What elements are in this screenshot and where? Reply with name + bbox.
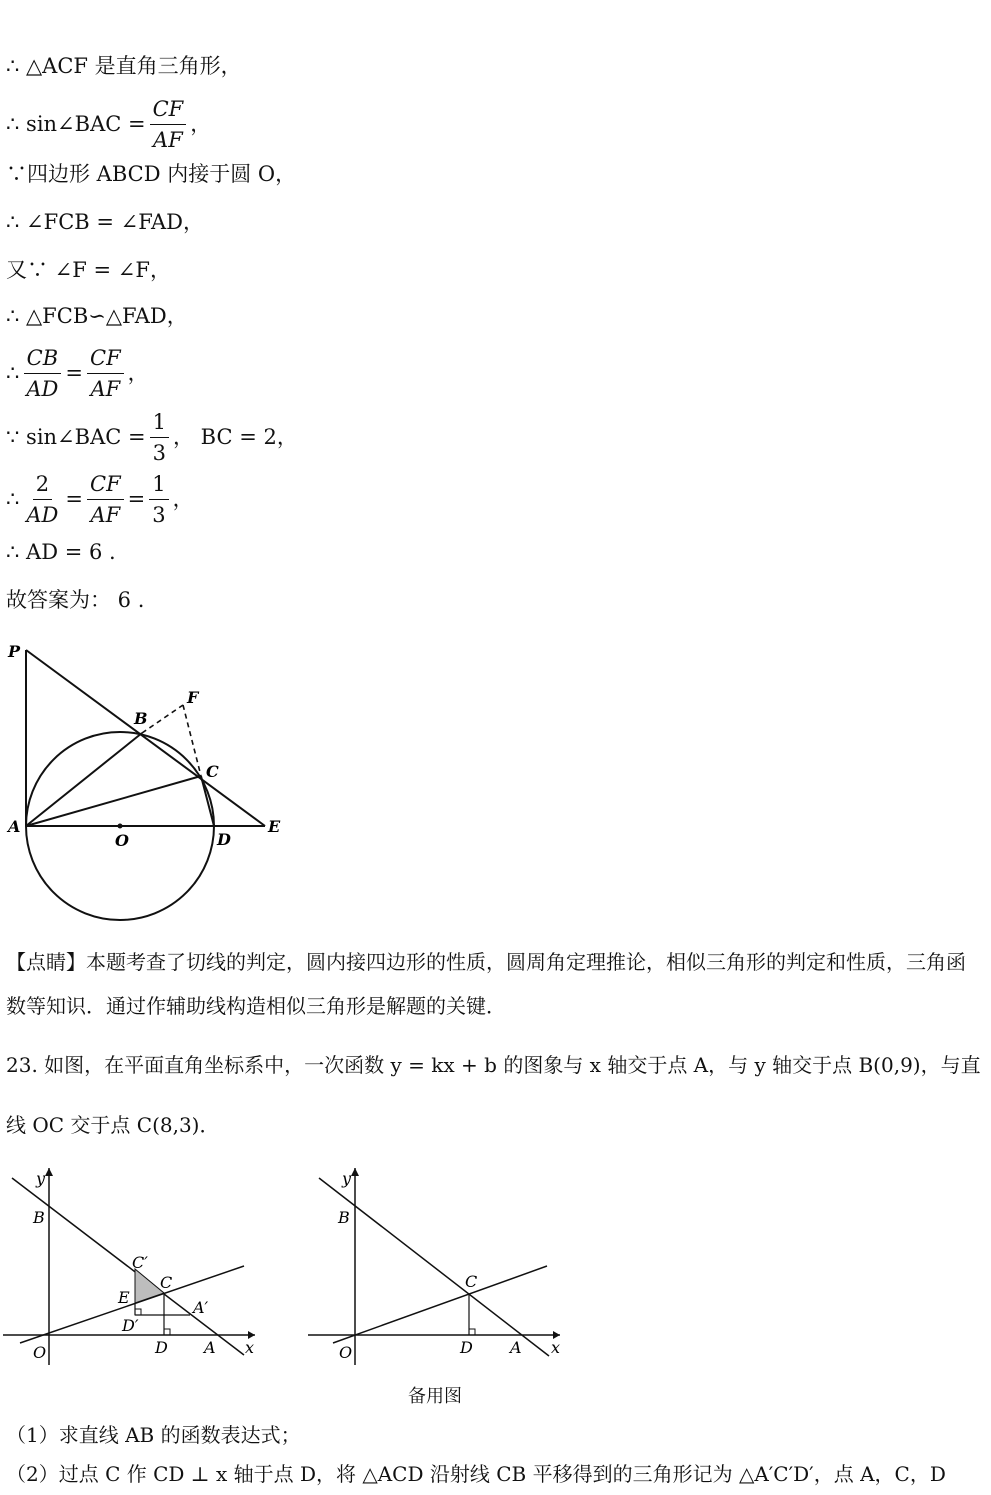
proof-line-3: ∵四边形 ABCD 内接于圆 O， bbox=[6, 162, 297, 186]
text: ∴ bbox=[6, 361, 20, 385]
line-oc bbox=[333, 1266, 547, 1343]
line-ab bbox=[26, 733, 142, 826]
circle-figure bbox=[0, 635, 300, 930]
coordinate-figure-backup bbox=[305, 1160, 570, 1375]
right-angle-mark-d bbox=[469, 1329, 475, 1335]
label-d-prime: D′ bbox=[122, 1316, 139, 1335]
numerator: CF bbox=[87, 469, 124, 500]
proof-line-2 bbox=[6, 94, 211, 154]
label-d: D bbox=[217, 830, 231, 849]
text: = bbox=[65, 487, 83, 511]
fraction bbox=[23, 343, 61, 404]
line-bf-dashed bbox=[142, 705, 183, 733]
numerator: CF bbox=[87, 343, 124, 374]
fraction bbox=[87, 469, 124, 530]
line-ac bbox=[26, 776, 201, 826]
label-b: B bbox=[33, 1208, 45, 1227]
label-a-prime: A′ bbox=[193, 1298, 209, 1317]
label-o: O bbox=[33, 1343, 47, 1362]
proof-line-4: ∴ ∠FCB = ∠FAD， bbox=[6, 210, 204, 234]
label-x: x bbox=[245, 1338, 255, 1357]
proof-line-5: 又∵ ∠F = ∠F， bbox=[6, 258, 171, 282]
line-ab bbox=[319, 1178, 549, 1356]
coordinate-figure-main bbox=[0, 1160, 270, 1375]
right-angle-mark-d-prime bbox=[135, 1309, 141, 1315]
proof-line-9 bbox=[6, 468, 194, 530]
backup-figure-caption: 备用图 bbox=[408, 1386, 462, 1407]
numerator: 1 bbox=[149, 469, 168, 500]
proof-line-6: ∴ △FCB∽△FAD， bbox=[6, 304, 188, 328]
label-o: O bbox=[339, 1343, 353, 1362]
denominator: AF bbox=[153, 127, 183, 152]
label-a: A bbox=[204, 1338, 216, 1357]
line-pe bbox=[26, 650, 265, 826]
proof-line-1: ∴ △ACF 是直角三角形， bbox=[6, 54, 242, 78]
text: ∴ sin∠BAC = bbox=[6, 112, 146, 136]
fraction bbox=[87, 343, 124, 404]
label-a: A bbox=[8, 817, 21, 836]
right-angle-mark-d bbox=[164, 1329, 170, 1335]
text: = bbox=[65, 361, 83, 385]
numerator: 1 bbox=[150, 407, 169, 438]
label-d: D bbox=[460, 1338, 473, 1357]
label-c: C bbox=[206, 762, 219, 781]
denominator: AD bbox=[26, 376, 59, 401]
label-c: C bbox=[465, 1272, 478, 1291]
numerator: CB bbox=[24, 343, 62, 374]
text: ∴ bbox=[6, 487, 20, 511]
problem-23-line-1: 23. 如图，在平面直角坐标系中，一次函数 y = kx + b 的图象与 x 轴交于点 A，与 y 轴交于点 B(0,9)，与直 bbox=[6, 1053, 981, 1077]
label-f: F bbox=[187, 688, 199, 707]
denominator: AF bbox=[90, 502, 121, 527]
label-b: B bbox=[134, 709, 148, 728]
problem-23-line-2: 线 OC 交于点 C(8,3)． bbox=[6, 1113, 220, 1137]
label-e: E bbox=[268, 817, 281, 836]
label-e: E bbox=[118, 1288, 130, 1307]
text: ， bbox=[127, 361, 149, 385]
text: ， BC = 2， bbox=[172, 425, 298, 449]
fraction bbox=[150, 94, 187, 155]
proof-line-10: ∴ AD = 6 . bbox=[6, 540, 116, 564]
label-c: C bbox=[160, 1273, 173, 1292]
text: ， bbox=[172, 487, 194, 511]
label-a: A bbox=[510, 1338, 522, 1357]
denominator: AF bbox=[90, 376, 121, 401]
dianjing-paragraph: 【点睛】本题考查了切线的判定，圆内接四边形的性质，圆周角定理推论，相似三角形的判定和性质，三角函数等知识．通过作辅助线构造相似三角形是解题的关键． bbox=[6, 950, 966, 1018]
label-x: x bbox=[551, 1338, 561, 1357]
label-y: y bbox=[342, 1169, 352, 1188]
label-c-prime: C′ bbox=[132, 1253, 148, 1272]
answer-line: 故答案为： 6 . bbox=[6, 588, 145, 612]
text: = bbox=[127, 487, 146, 511]
numerator: CF bbox=[150, 94, 187, 125]
denominator: AD bbox=[26, 502, 59, 527]
label-b: B bbox=[338, 1208, 350, 1227]
label-d: D bbox=[155, 1338, 168, 1357]
question-1: （1）求直线 AB 的函数表达式； bbox=[6, 1423, 301, 1447]
fraction bbox=[150, 407, 169, 468]
label-p: P bbox=[8, 642, 21, 661]
proof-line-7 bbox=[6, 342, 149, 404]
proof-line-8 bbox=[6, 406, 298, 468]
question-2: （2）过点 C 作 CD ⊥ x 轴于点 D，将 △ACD 沿射线 CB 平移得到的三角形记为 △A′C′D′，点 A，C，D bbox=[6, 1462, 946, 1486]
text: ∵ sin∠BAC = bbox=[6, 425, 146, 449]
denominator: 3 bbox=[152, 440, 166, 465]
center-dot bbox=[118, 824, 123, 829]
fraction bbox=[23, 469, 61, 530]
denominator: 3 bbox=[152, 502, 166, 527]
y-axis-arrow bbox=[45, 1168, 53, 1176]
y-axis-arrow bbox=[351, 1168, 359, 1176]
fraction bbox=[149, 469, 168, 530]
numerator: 2 bbox=[33, 469, 52, 500]
text: ， bbox=[190, 112, 212, 136]
label-y: y bbox=[36, 1169, 46, 1188]
label-o: O bbox=[115, 831, 129, 850]
